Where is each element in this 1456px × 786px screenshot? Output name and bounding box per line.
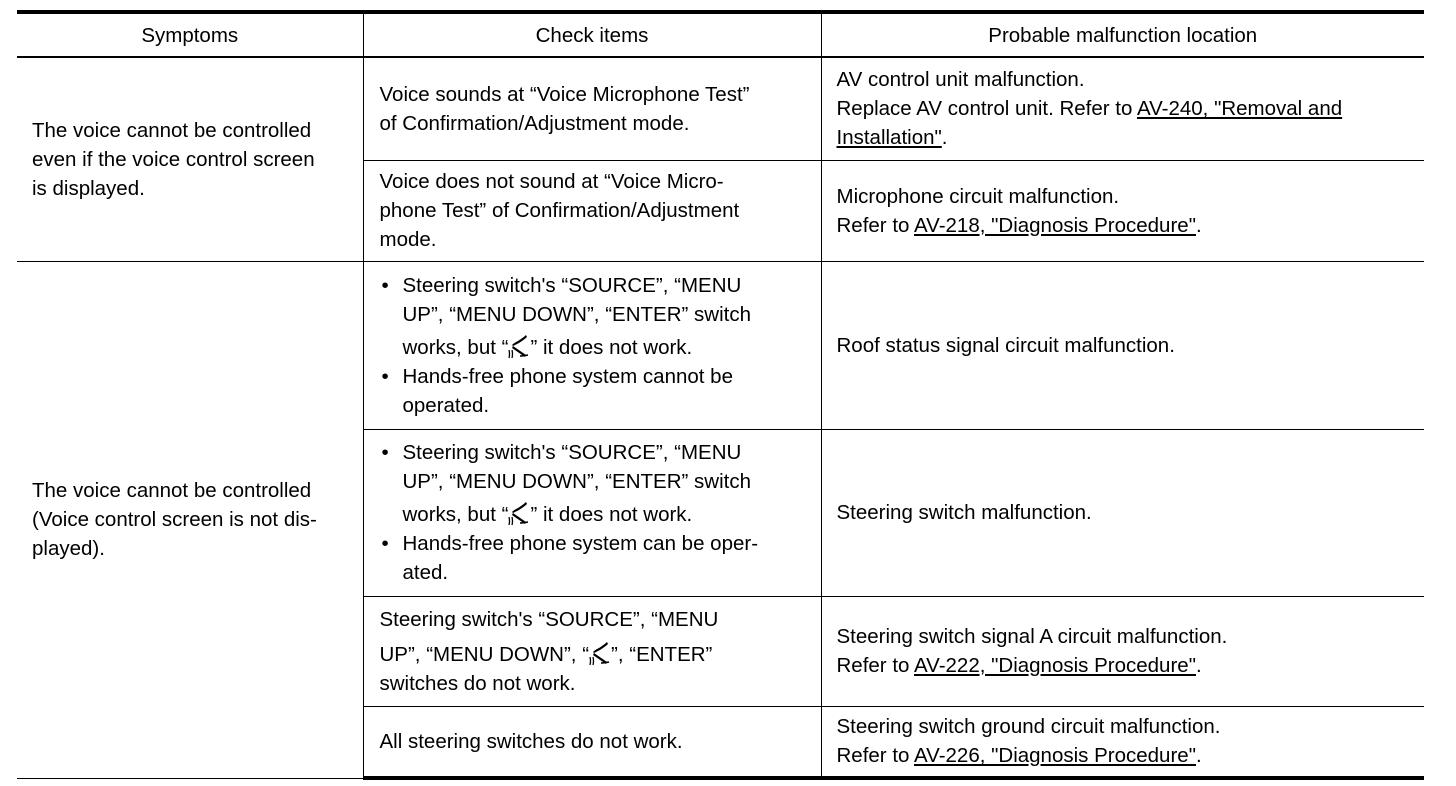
symptom-line: (Voice control screen is not dis- (32, 508, 317, 531)
reference-link[interactable]: AV-240, "Removal and (1136, 97, 1343, 121)
check-cell (363, 429, 821, 596)
check-line: UP”, “MENU DOWN”, “ENTER” switch (402, 302, 751, 326)
header-row (17, 12, 1424, 57)
check-line: • Steering switch's “SOURCE”, “MENU (402, 441, 742, 464)
check-line: mode. (379, 228, 437, 251)
check-line: • Hands-free phone system cannot be (402, 364, 733, 388)
location-suffix: . (1195, 744, 1202, 768)
symptom-line: played). (32, 537, 105, 560)
location-cell (821, 706, 1424, 778)
check-text: UP”, “MENU DOWN”, “ (379, 642, 590, 666)
location-cell (821, 429, 1424, 596)
location-line: Steering switch ground circuit malfunction. (836, 715, 1221, 739)
symptom-line: is displayed. (32, 176, 145, 200)
check-line: Voice does not sound at “Voice Micro- (379, 170, 724, 193)
check-line: • Steering switch's “SOURCE”, “MENU (402, 273, 742, 297)
symptom-cell (17, 57, 363, 261)
check-line (403, 333, 813, 362)
check-text: works, but “ (402, 335, 509, 359)
location-line (837, 211, 1417, 240)
reference-link[interactable]: AV-226, "Diagnosis Procedure" (914, 744, 1196, 768)
check-cell (363, 57, 821, 160)
location-line: Steering switch signal A circuit malfunction. (836, 625, 1228, 648)
location-line: Steering switch malfunction. (836, 501, 1092, 524)
reference-link[interactable]: AV-222, "Diagnosis Procedure" (914, 654, 1196, 677)
location-prefix: Refer to (836, 213, 914, 237)
check-text: ” it does not work. (530, 503, 693, 526)
header-symptoms: Symptoms (17, 12, 363, 57)
check-line: All steering switches do not work. (379, 729, 683, 753)
diagnosis-table (17, 10, 1424, 780)
location-cell (821, 160, 1424, 261)
location-suffix: . (1195, 213, 1202, 237)
header-check-items: Check items (363, 12, 821, 57)
symptom-line: The voice cannot be controlled (32, 479, 312, 502)
reference-link[interactable]: AV-218, "Diagnosis Procedure" (914, 213, 1196, 237)
location-cell (821, 261, 1424, 429)
bullet-item (380, 529, 813, 587)
symptom-line: The voice cannot be controlled (32, 118, 312, 142)
location-cell (821, 596, 1424, 706)
check-line: of Confirmation/Adjustment mode. (379, 111, 690, 135)
check-line (380, 640, 813, 669)
symptom-cell (17, 261, 363, 778)
check-line: • Hands-free phone system can be oper- (402, 532, 759, 555)
location-suffix: . (941, 126, 948, 150)
location-line: Microphone circuit malfunction. (836, 184, 1120, 208)
bullet-item (380, 362, 813, 420)
location-suffix: . (1195, 654, 1202, 677)
location-line (837, 94, 1417, 123)
check-cell (363, 160, 821, 261)
bullet-item (380, 271, 813, 362)
check-cell (363, 596, 821, 706)
reference-link[interactable]: Installation" (836, 126, 942, 150)
check-text: ” it does not work. (530, 335, 693, 359)
voice-control-icon (508, 333, 530, 359)
check-line (403, 500, 813, 529)
table-row (17, 57, 1424, 160)
voice-control-icon (508, 500, 530, 526)
location-prefix: Refer to (836, 654, 914, 677)
check-line: Steering switch's “SOURCE”, “MENU (379, 607, 719, 631)
check-text: works, but “ (402, 503, 509, 526)
location-line (837, 123, 1417, 152)
check-line: Voice sounds at “Voice Microphone Test” (379, 82, 750, 106)
check-line: switches do not work. (379, 671, 576, 695)
check-line: operated. (402, 393, 490, 417)
symptom-line: even if the voice control screen (32, 147, 315, 171)
location-line (837, 741, 1417, 770)
table-row (17, 261, 1424, 429)
check-cell (363, 706, 821, 778)
location-line: AV control unit malfunction. (836, 68, 1085, 92)
check-text: ”, “ENTER” (611, 642, 713, 666)
location-prefix: Replace AV control unit. Refer to (836, 97, 1137, 121)
check-line: UP”, “MENU DOWN”, “ENTER” switch (402, 470, 751, 493)
location-line (837, 651, 1417, 680)
bullet-item (380, 438, 813, 529)
check-line: phone Test” of Confirmation/Adjustment (379, 199, 740, 222)
check-line: ated. (402, 561, 449, 584)
location-cell (821, 57, 1424, 160)
header-location: Probable malfunction location (821, 12, 1424, 57)
check-cell (363, 261, 821, 429)
location-prefix: Refer to (836, 744, 914, 768)
location-line: Roof status signal circuit malfunction. (836, 333, 1175, 357)
voice-control-icon (589, 640, 611, 666)
